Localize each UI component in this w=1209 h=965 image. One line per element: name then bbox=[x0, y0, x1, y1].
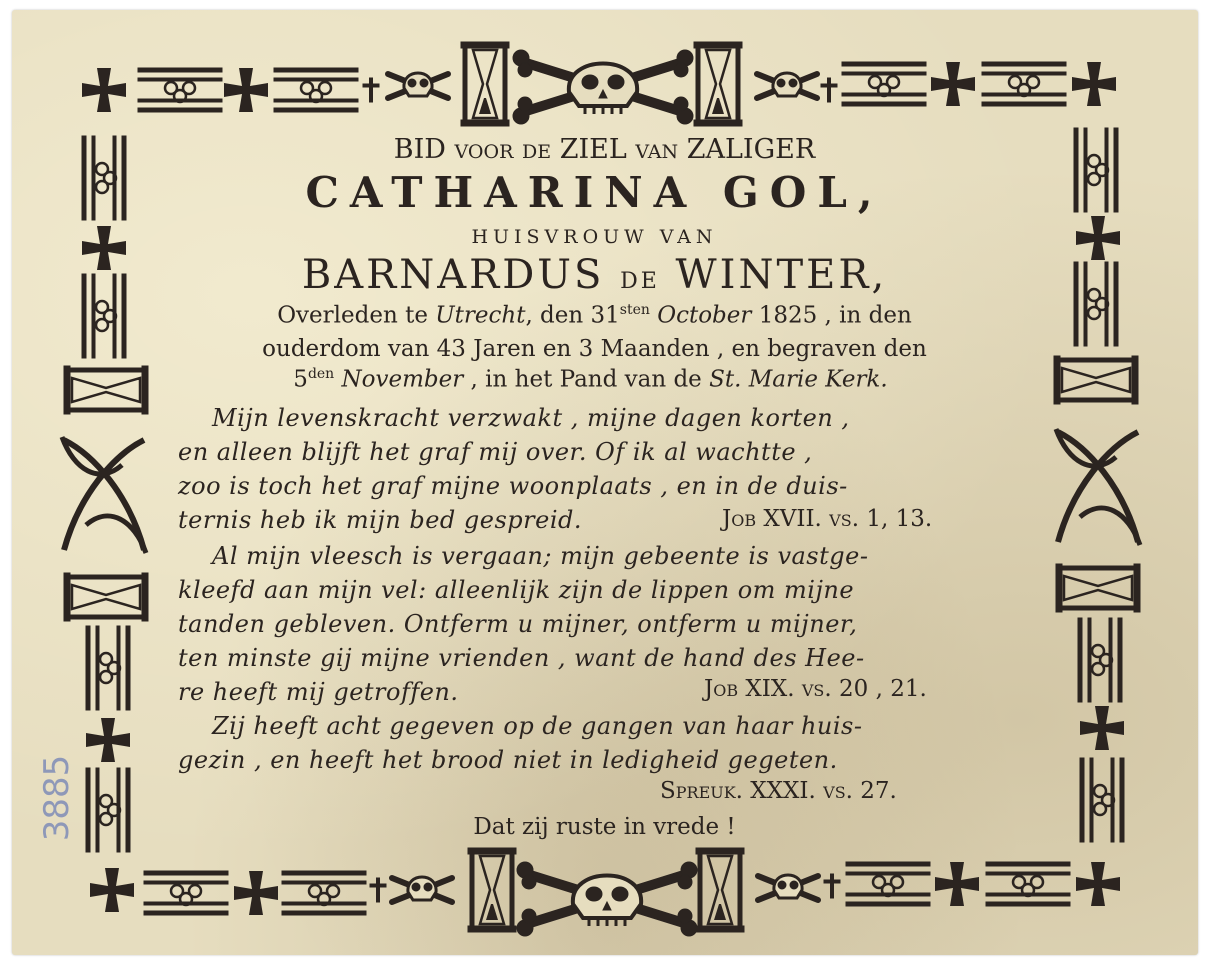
verse2-line: kleefd aan mijn vel: alleenlijk zijn de lippen om mijne bbox=[178, 576, 855, 604]
heading-ziel: ZIEL bbox=[559, 134, 627, 165]
small-cross-icon bbox=[363, 78, 379, 102]
heading-bid: BID bbox=[393, 134, 446, 165]
three-circles-ornament-icon bbox=[846, 862, 930, 906]
skull-crossbones-icon bbox=[757, 73, 817, 98]
verse2-line: ten minste gij mijne vrienden , want de hand des Hee- bbox=[178, 644, 865, 672]
three-circles-ornament-icon bbox=[986, 862, 1070, 906]
archive-number: 3885 bbox=[37, 754, 77, 842]
skull-crossbones-icon bbox=[392, 877, 452, 902]
death-text: Overleden te bbox=[277, 302, 428, 329]
hourglass-icon bbox=[696, 848, 744, 932]
husband-de: de bbox=[620, 258, 660, 296]
death-text: , den 31 bbox=[525, 302, 620, 329]
hourglass-icon bbox=[461, 42, 509, 126]
verse1-line: en alleen blijft het graf mij over. Of ik al wachtte , bbox=[178, 438, 813, 466]
verse2-line: re heeft mij getroffen. bbox=[178, 678, 459, 706]
verse1-reference: Job XVII. vs. 1, 13. bbox=[722, 506, 933, 532]
cross-pattee-icon bbox=[935, 862, 979, 906]
scythe-icon bbox=[62, 437, 146, 553]
death-line-2: ouderdom van 43 Jaren en 3 Maanden , en begraven den bbox=[262, 336, 927, 362]
death-text: 1825 , in den bbox=[758, 302, 912, 329]
husband-first: BARNARDUS bbox=[301, 252, 605, 298]
cross-pattee-icon bbox=[931, 62, 975, 106]
skull-crossbones-icon bbox=[517, 862, 697, 936]
heading-line bbox=[0, 134, 1209, 165]
death-church: St. Marie Kerk. bbox=[709, 366, 888, 393]
verse2-line: Al mijn vleesch is vergaan; mijn gebeente is vastge- bbox=[212, 542, 869, 570]
cross-pattee-icon bbox=[1076, 862, 1120, 906]
husband-last: WINTER, bbox=[675, 252, 888, 298]
three-circles-ornament-icon bbox=[1078, 618, 1122, 702]
heading-zaliger: ZALIGER bbox=[686, 134, 816, 165]
small-cross-icon bbox=[821, 78, 837, 102]
verse1-line: Mijn levenskracht verzwakt , mijne dagen korten , bbox=[212, 404, 850, 432]
husband-name bbox=[0, 252, 1199, 298]
death-sup: sten bbox=[619, 302, 650, 318]
hourglass-icon bbox=[64, 573, 148, 621]
death-line-3 bbox=[0, 366, 1195, 393]
scythe-icon bbox=[1056, 429, 1140, 545]
death-city: Utrecht bbox=[435, 302, 526, 329]
cross-pattee-icon bbox=[224, 68, 268, 112]
cross-pattee-icon bbox=[1080, 706, 1124, 750]
death-line-1 bbox=[0, 302, 1199, 329]
death-month: October bbox=[657, 302, 752, 329]
verse2-line: tanden gebleven. Ontferm u mijner, ontferm u mijner, bbox=[178, 610, 858, 638]
deceased-name: CATHARINA GOL, bbox=[305, 168, 884, 217]
three-circles-ornament-icon bbox=[982, 62, 1066, 106]
three-circles-ornament-icon bbox=[144, 871, 228, 915]
hourglass-icon bbox=[694, 42, 742, 126]
skull-crossbones-icon bbox=[388, 73, 448, 98]
cross-pattee-icon bbox=[234, 871, 278, 915]
small-cross-icon bbox=[824, 874, 840, 898]
skull-crossbones-icon bbox=[758, 875, 818, 900]
verse1-line: zoo is toch het graf mijne woonplaats , en in de duis- bbox=[178, 472, 848, 500]
verse3-line: Zij heeft acht gegeven op de gangen van haar huis- bbox=[212, 712, 863, 740]
cross-pattee-icon bbox=[86, 718, 130, 762]
heading-voor-de: voor de bbox=[454, 134, 552, 165]
death-text: , in het Pand van de bbox=[470, 366, 702, 393]
death-month: November bbox=[341, 366, 464, 393]
death-sup: den bbox=[307, 366, 335, 382]
verse3-reference: Spreuk. XXXI. vs. 27. bbox=[660, 778, 897, 804]
three-circles-ornament-icon bbox=[86, 626, 130, 710]
hourglass-icon bbox=[1056, 564, 1140, 612]
heading-van: van bbox=[635, 134, 679, 165]
three-circles-ornament-icon bbox=[282, 871, 366, 915]
cross-pattee-icon bbox=[90, 868, 134, 912]
cross-pattee-icon bbox=[1072, 62, 1116, 106]
subheading: HUISVROUW VAN bbox=[471, 226, 718, 248]
three-circles-ornament-icon bbox=[138, 68, 222, 112]
three-circles-ornament-icon bbox=[842, 62, 926, 106]
cross-pattee-icon bbox=[82, 68, 126, 112]
small-cross-icon bbox=[370, 878, 386, 902]
hourglass-icon bbox=[468, 848, 516, 932]
verse1-line: ternis heb ik mijn bed gespreid. bbox=[178, 506, 583, 534]
death-text: 5 bbox=[293, 366, 308, 393]
three-circles-ornament-icon bbox=[274, 68, 358, 112]
skull-crossbones-icon bbox=[513, 50, 693, 124]
verse2-reference: Job XIX. vs. 20 , 21. bbox=[704, 676, 927, 702]
closing-line: Dat zij ruste in vrede ! bbox=[473, 814, 736, 840]
verse3-line: gezin , en heeft het brood niet in ledigheid gegeten. bbox=[178, 746, 838, 774]
